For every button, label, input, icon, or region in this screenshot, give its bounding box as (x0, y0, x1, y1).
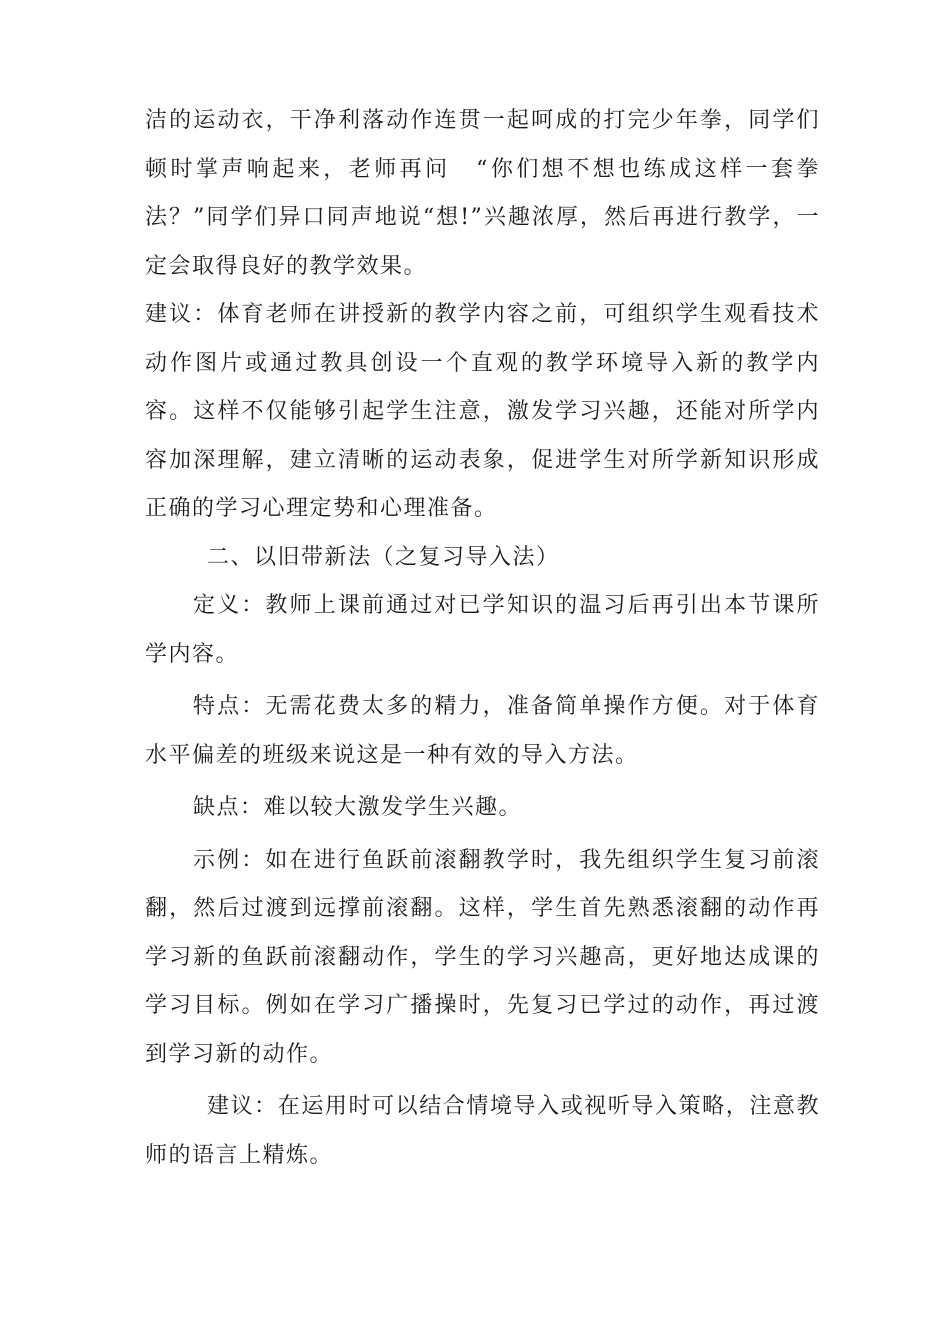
paragraph-continuation: 洁的运动衣，干净利落动作连贯一起呵成的打完少年拳，同学们顿时掌声响起来，老师再问 “你们想不想也练成这样一套拳法？”同学们异口同声地说“想!”兴趣浓厚，然后再进行教学，一定会取得良好的教学效果。 (145, 108, 820, 279)
section-heading: 二、以旧带新法（之复习导入法） (207, 544, 560, 570)
paragraph-drawbacks: 缺点：难以较大激发学生兴趣。 (193, 795, 523, 820)
paragraph-features: 特点：无需花费太多的精力，准备简单操作方便。对于体育水平偏差的班级来说这是一种有效的导入方法。 (145, 694, 820, 768)
document-body (145, 97, 820, 1180)
paragraph-suggestion-2: 建议：在运用时可以结合情境导入或视听导入策略，注意教师的语言上精炼。 (145, 1094, 820, 1168)
paragraph-example: 示例：如在进行鱼跃前滚翻教学时，我先组织学生复习前滚翻，然后过渡到远撑前滚翻。这样，学生首先熟悉滚翻的动作再学习新的鱼跃前滚翻动作，学生的学习兴趣高，更好地达成课的学习目标。例如在学习广播操时，先复习已学过的动作，再过渡到学习新的动作。 (145, 847, 820, 1067)
paragraph-definition: 定义：教师上课前通过对已学知识的温习后再引出本节课所学内容。 (145, 593, 820, 667)
paragraph-suggestion-1: 建议：体育老师在讲授新的教学内容之前，可组织学生观看技术动作图片或通过教具创设一个直观的教学环境导入新的教学内容。这样不仅能够引起学生注意，激发学习兴趣，还能对所学内容加深理解，建立清晰的运动表象，促进学生对所学新知识形成正确的学习心理定势和心理准备。 (145, 302, 820, 521)
